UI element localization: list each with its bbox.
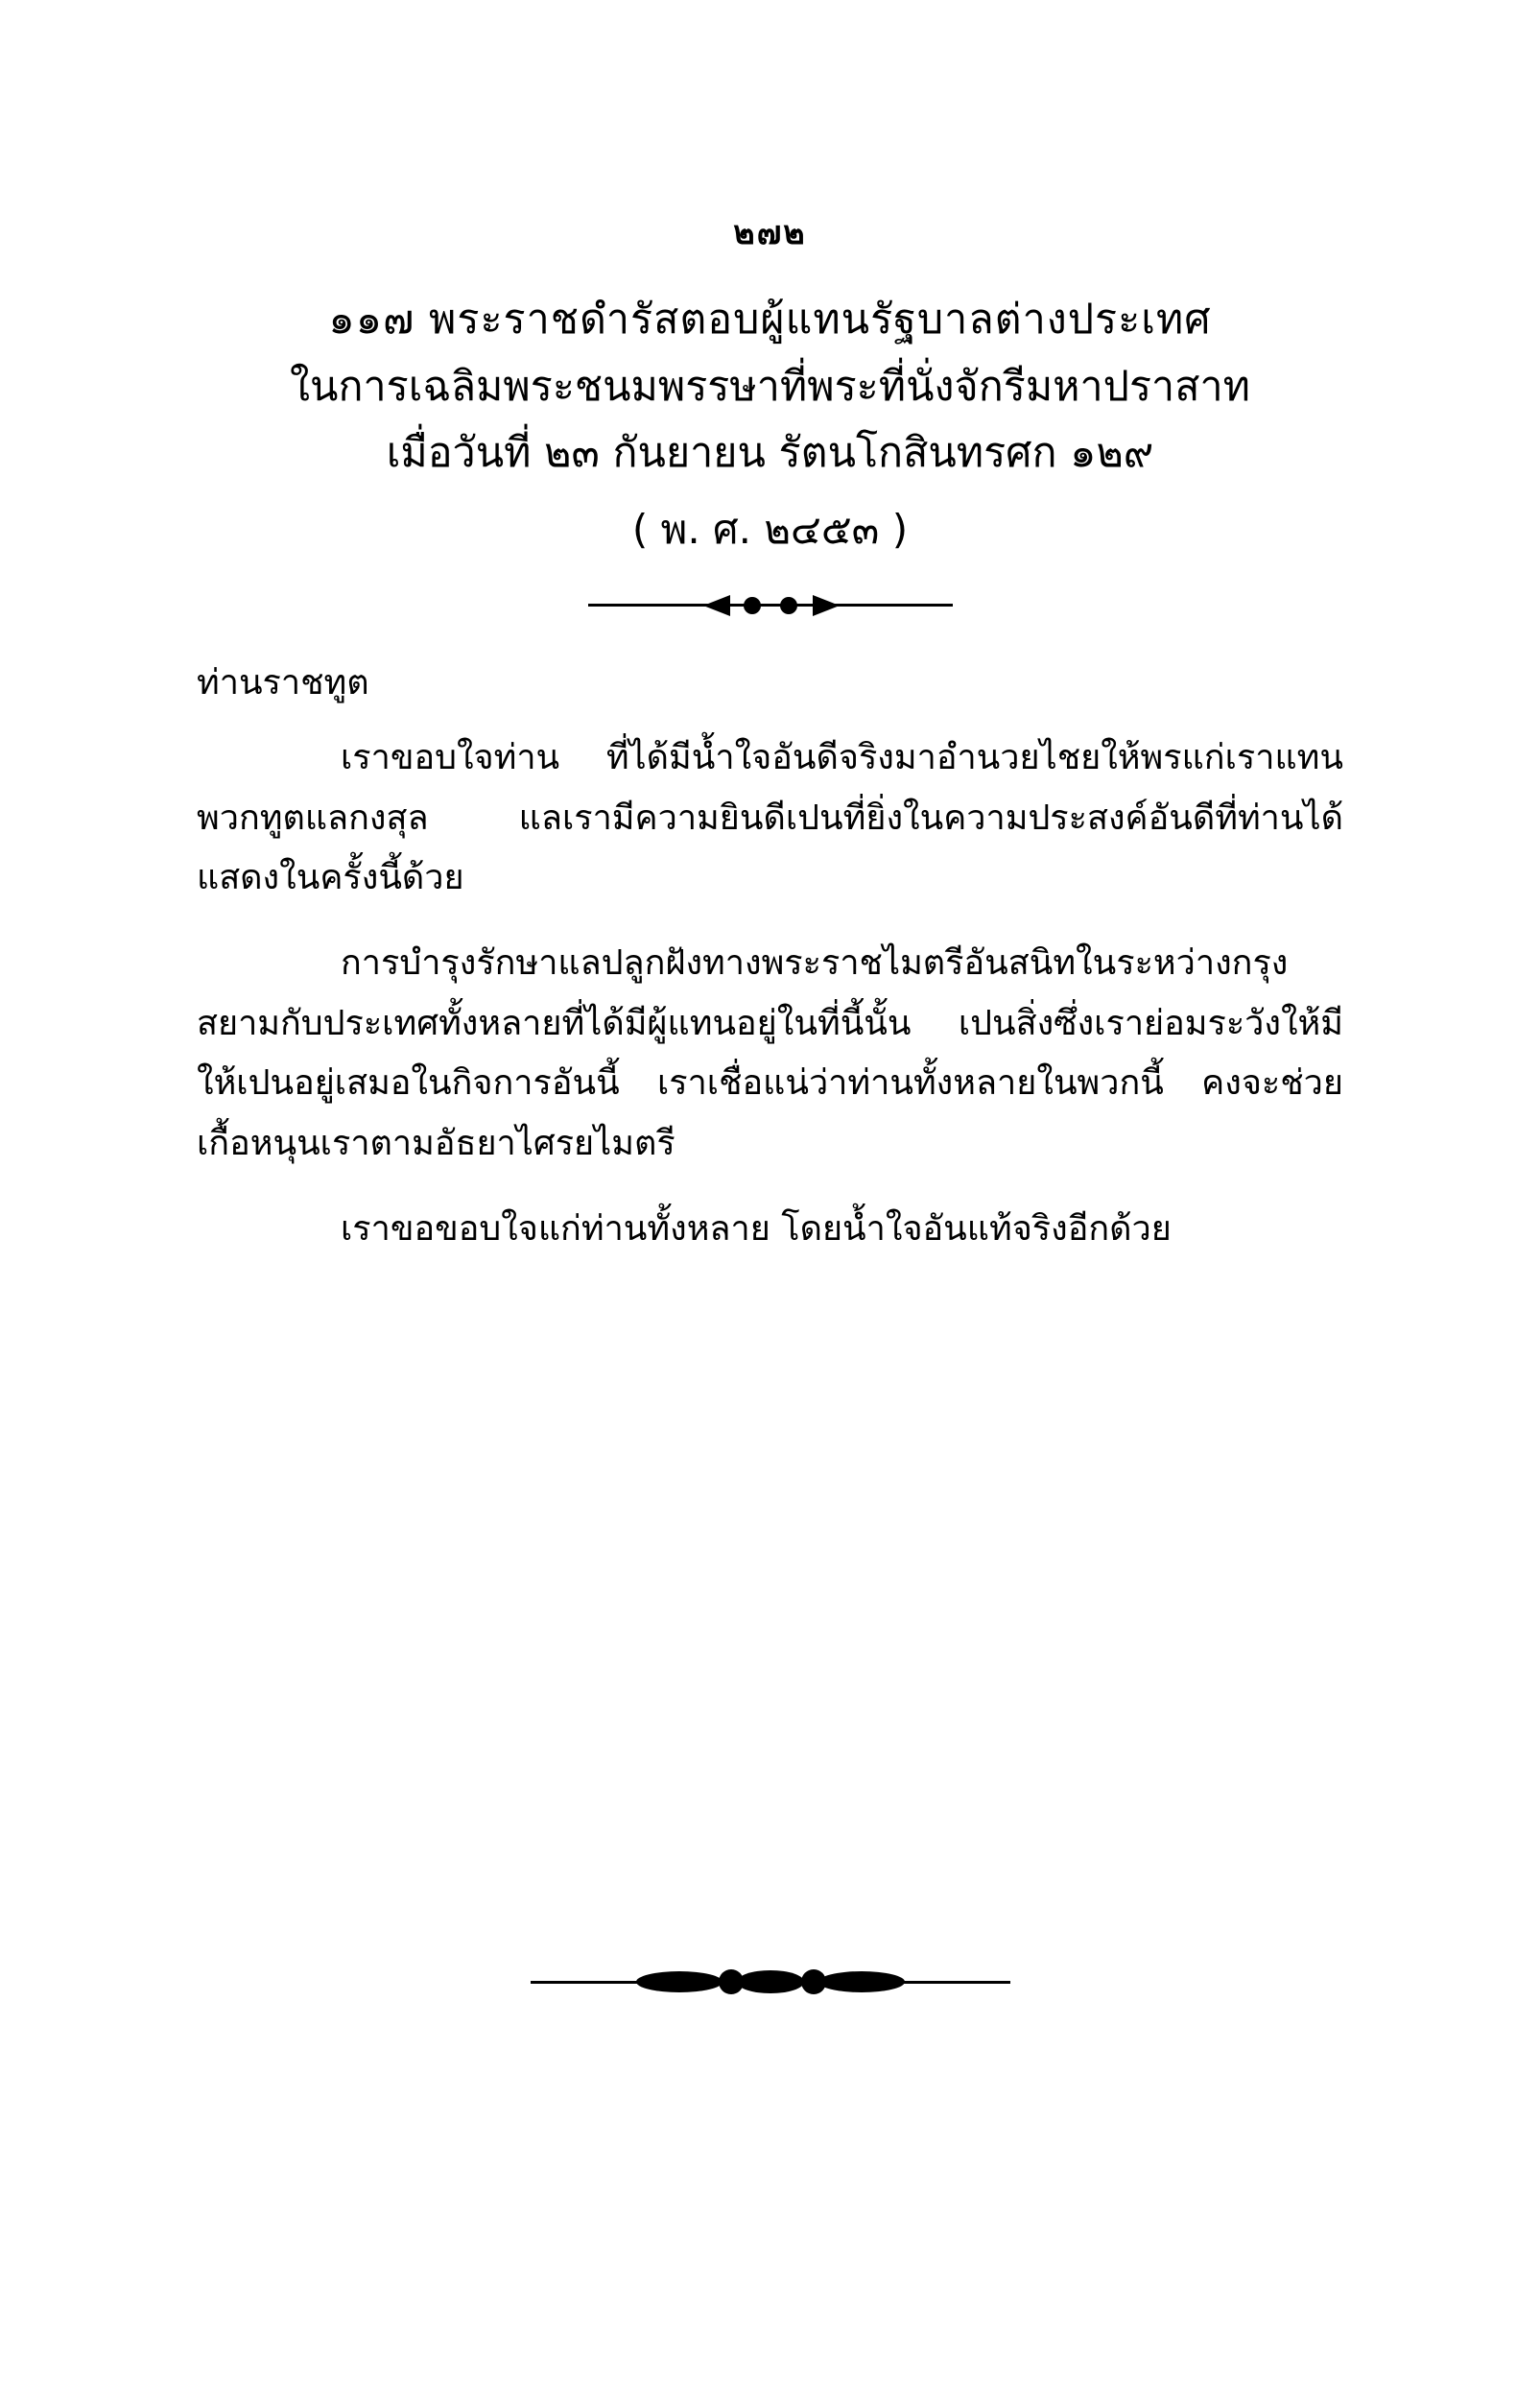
title-line-3: เมื่อวันที่ ๒๓ กันยายน รัตนโกสินทรศก ๑๒๙ bbox=[386, 429, 1154, 478]
paragraph-1 bbox=[197, 728, 1343, 909]
paragraph-3 bbox=[197, 1200, 1343, 1260]
body-block bbox=[197, 662, 1343, 1259]
title-line-2: ในการเฉลิมพระชนมพรรษาที่พระที่นั่งจักรีมหาปราสาท bbox=[290, 362, 1250, 411]
document-page bbox=[0, 206, 1540, 2383]
paragraph-3-text: เราขอขอบใจแก่ท่านทั้งหลาย โดยน้ำใจอันแท้จริงอีกด้วย bbox=[341, 1208, 1172, 1249]
page-number: ๒๗๒ bbox=[733, 214, 807, 252]
paragraph-2 bbox=[197, 934, 1343, 1175]
title-line-1: ๑๑๗ พระราชดำรัสตอบผู้แทนรัฐบาลต่างประเทศ bbox=[328, 296, 1212, 344]
title-line-4: ( พ. ศ. ๒๔๕๓ ) bbox=[631, 505, 909, 553]
title-block bbox=[0, 287, 1540, 562]
leaf-rule-ornament-icon bbox=[531, 1963, 1010, 2001]
paragraph-2-text: การบำรุงรักษาแลปลูกฝังทางพระราชไมตรีอันสนิทในระหว่างกรุงสยามกับประเทศทั้งหลายที่ได้มีผู้แทนอยู่ในที่นี้นั้น เปนสิ่งซึ่งเราย่อมระวังให้มีให้เปนอยู่เสมอในกิจการอันนี้ เราเชื่อแน่ว่าท่านทั้งหลายในพวกนี้ คงจะช่วยเกื้อหนุนเราตามอัธยาไศรยไมตรี bbox=[197, 943, 1343, 1163]
paragraph-1-text: เราขอบใจท่าน ที่ได้มีน้ำใจอันดีจริงมาอำนวยไชยให้พรแก่เราแทนพวกทูตแลกงสุล แลเรามีความยินดีเปนที่ยิ่งในความประสงค์อันดีที่ท่านได้แสดงในครั้งนี้ด้วย bbox=[197, 738, 1343, 898]
diamond-rule-ornament-icon bbox=[588, 587, 953, 622]
salutation: ท่านราชทูต bbox=[197, 663, 369, 703]
